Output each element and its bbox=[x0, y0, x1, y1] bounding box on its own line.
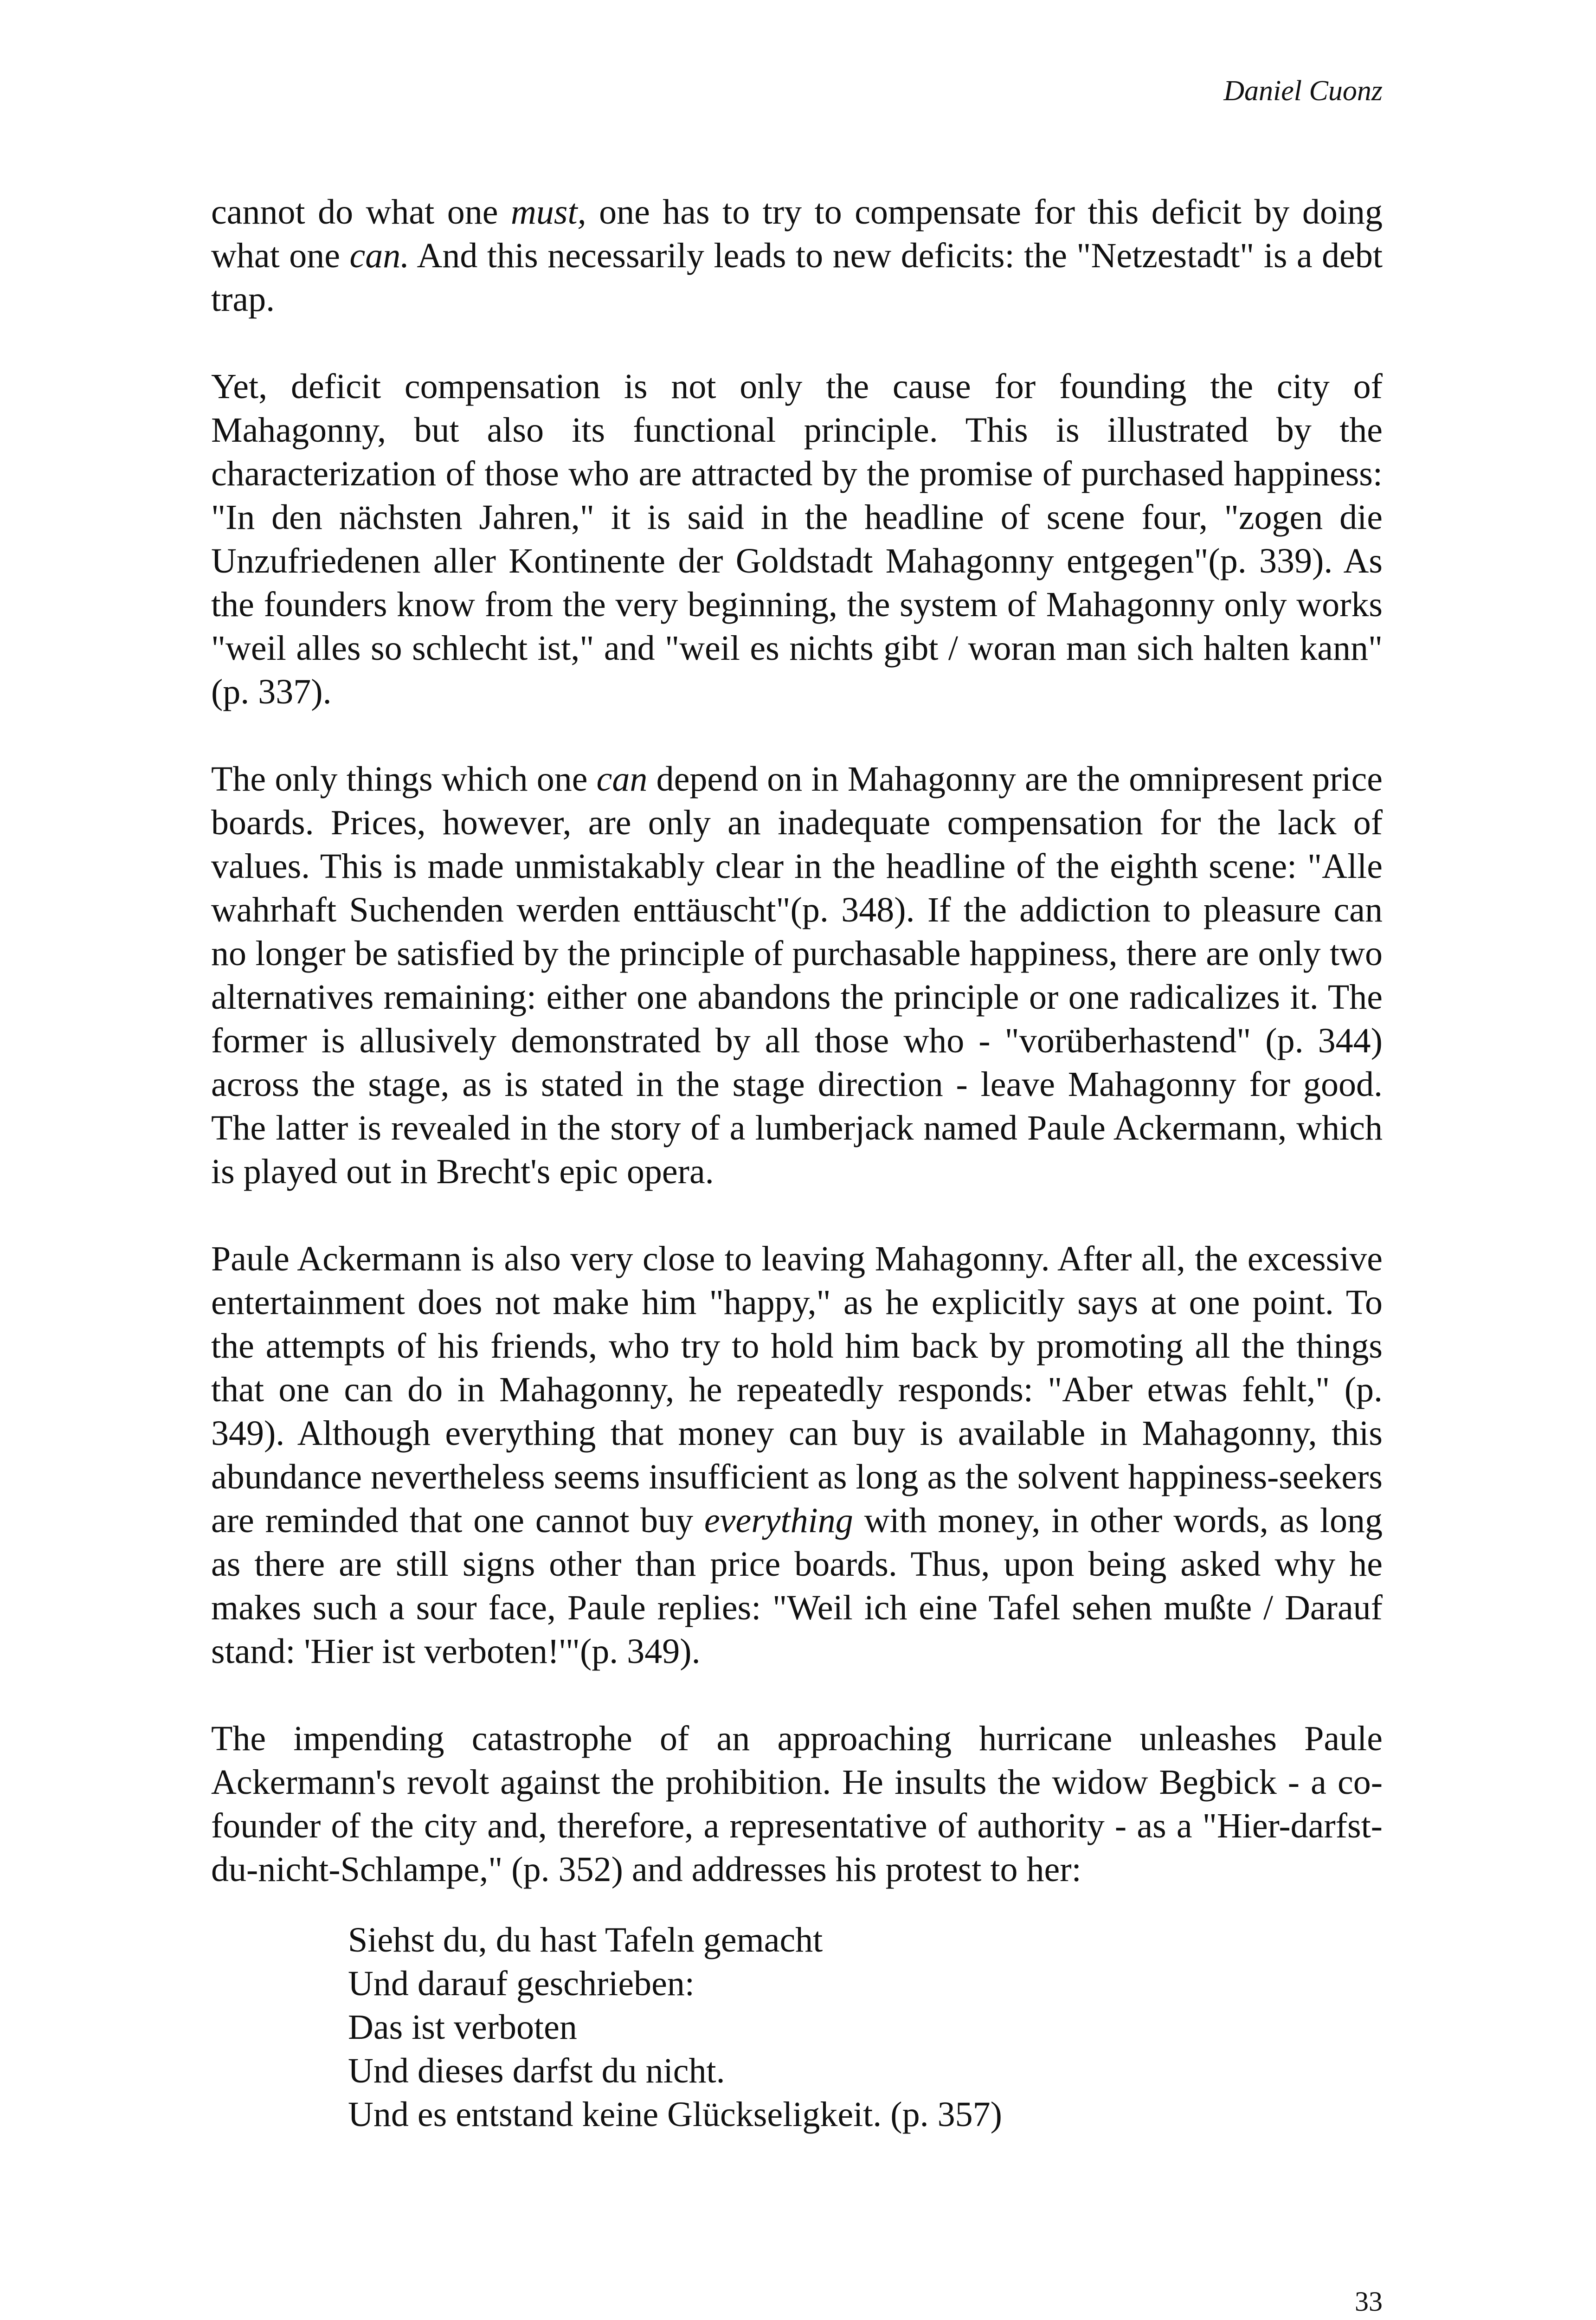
paragraph-2-text-1: Yet, deficit compensation is not only the cause for founding the city of Mahagonny, but also its functional principle. This is illustrated by the characterization of those who are attracted by the promise of purchased happiness: "In den nächsten Jahren," it is said in the headline of scene four, "zogen die Unzufriedenen aller Kontinente der Goldstadt Mahagonny entgegen"(p. 339). As the founders know from the very beginning, the system of Mahagonny only works "weil alles so schlecht ist," and "weil es nichts gibt / woran man sich halten kann" (p. 337). bbox=[211, 367, 1383, 711]
page-number: 33 bbox=[1355, 2286, 1383, 2317]
paragraph-4-text-1: Paule Ackermann is also very close to leaving Mahagonny. After all, the excessive entertainment does not make him "happy," as he explicitly says at one point. To the attempts of his friends, who try to hold him back by promoting all the things that one can do in Mahagonny, he repeatedly responds: "Aber etwas fehlt," (p. 349). Although everything that money can buy is available in Mahagonny, this abundance nevertheless seems insufficient as long as the solvent happiness-seekers are reminded that one cannot buy bbox=[211, 1239, 1383, 1540]
running-head-author: Daniel Cuonz bbox=[1223, 75, 1383, 107]
paragraph-3 bbox=[211, 757, 1383, 1193]
paragraph-1 bbox=[211, 190, 1383, 321]
paragraph-2 bbox=[211, 365, 1383, 714]
quote-line-4: Und dieses darfst du nicht. bbox=[348, 2051, 725, 2090]
paragraph-1-italic-can: can. bbox=[349, 236, 410, 275]
block-quote bbox=[348, 1918, 1383, 2136]
paragraph-5-text-1: The impending catastrophe of an approaching hurricane unleashes Paule Ackermann's revolt against the prohibition. He insults the widow Begbick - a co-founder of the city and, therefore, a representative of authority - as a "Hier-darfst-du-nicht-Schlampe," (p. 352) and addresses his protest to her: bbox=[211, 1719, 1383, 1889]
quote-line-2: Und darauf geschrieben: bbox=[348, 1964, 695, 2003]
quote-line-3: Das ist verboten bbox=[348, 2008, 577, 2047]
paragraph-4-text-2: with money, in other words, as long as there are still signs other than price boards. Thus, upon being asked why he makes such a sour face, Paule replies: "Weil ich eine Tafel sehen mußte / Darauf stand: 'Hier ist verboten!'"(p. 349). bbox=[211, 1501, 1383, 1671]
paragraph-3-text-1: The only things which one bbox=[211, 760, 597, 799]
paragraph-4 bbox=[211, 1237, 1383, 1673]
quote-line-5: Und es entstand keine Glückseligkeit. (p. 357) bbox=[348, 2095, 1002, 2134]
paragraph-1-italic-must: must, bbox=[511, 193, 586, 232]
body-text bbox=[211, 190, 1383, 2136]
paragraph-5 bbox=[211, 1717, 1383, 1891]
paragraph-1-text-1: cannot do what one bbox=[211, 193, 511, 232]
paragraph-1-text-3: And this necessarily leads to new deficits: the "Netzestadt" is a debt trap. bbox=[211, 236, 1383, 319]
paragraph-3-italic-can: can bbox=[596, 760, 648, 799]
paragraph-1-text-2: one has to try to compensate for this deficit by doing what one bbox=[211, 193, 1383, 275]
paragraph-3-text-2: depend on in Mahagonny are the omnipresent price boards. Prices, however, are only an inadequate compensation for the lack of values. This is made unmistakably clear in the headline of the eighth scene: "Alle wahrhaft Suchenden werden enttäuscht"(p. 348). If the addiction to pleasure can no longer be satisfied by the principle of purchasable happiness, there are only two alternatives remaining: either one abandons the principle or one radicalizes it. The former is allusively demonstrated by all those who - "vorüberhastend" (p. 344) across the stage, as is stated in the stage direction - leave Mahagonny for good. The latter is revealed in the story of a lumberjack named Paule Ackermann, which is played out in Brecht's epic opera. bbox=[211, 760, 1383, 1191]
paragraph-4-italic-everything: everything bbox=[704, 1501, 853, 1540]
quote-line-1: Siehst du, du hast Tafeln gemacht bbox=[348, 1920, 823, 1959]
